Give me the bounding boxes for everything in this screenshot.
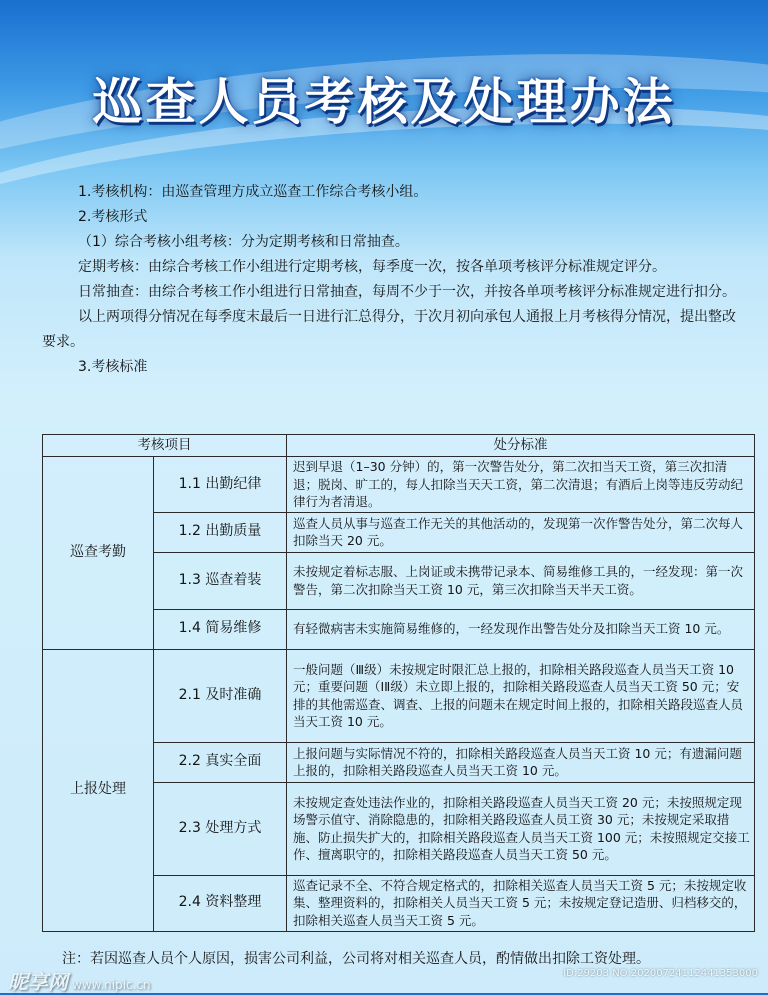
paragraph: （1）综合考核小组考核：分为定期考核和日常抽查。 [78,234,409,250]
item-cell: 1.2 出勤质量 [154,512,287,552]
paragraph: 1.考核机构：由巡查管理方成立巡查工作综合考核小组。 [78,184,428,200]
intro-text [42,180,742,380]
paragraph: 3.考核标准 [78,359,148,375]
header-project: 考核项目 [43,435,287,457]
paragraph: 日常抽查：由综合考核工作小组进行日常抽查，每周不少于一次，并按各单项考核评分标准规定进行扣分。 [78,284,736,300]
paragraph: 2.考核形式 [78,209,148,225]
footnote: 注：若因巡查人员个人原因，损害公司利益，公司将对相关巡查人员，酌情做出扣除工资处理。 [62,951,650,967]
page-title: 巡查人员考核及处理办法 [92,73,676,131]
standard-cell: 未按规定着标志服、上岗证或未携带记录本、简易维修工具的，一经发现：第一次警告，第二次扣除当天工资 10 元，第三次扣除当天半天工资。 [287,552,755,609]
standard-cell: 迟到早退（1–30 分钟）的，第一次警告处分，第二次扣当天工资，第三次扣清退；脱岗、旷工的，每人扣除当天天工资，第二次清退；有酒后上岗等违反劳动纪律行为者清退。 [287,457,755,513]
standard-cell: 未按规定查处违法作业的，扣除相关路段巡查人员当天工资 20 元；未按照规定现场警示值守、消除隐患的，扣除相关路段巡查人员工资 30 元；未按规定采取措施、防止损失扩大的，扣除相关路段巡查人员当天工资 100 元；未按照规定交接工作、擅离职守的，扣除相关路段巡查人员当天工资 50 元。 [287,782,755,875]
watermark-logo [8,966,151,995]
paragraph: 以上两项得分情况在每季度末最后一日进行汇总得分，于次月初向承包人通报上月考核得分情况，提出整改要求。 [42,309,736,350]
table-row [43,457,755,513]
table-row [43,649,755,742]
table-header-row [43,435,755,457]
item-cell: 1.1 出勤纪律 [154,457,287,513]
standard-cell: 巡查记录不全、不符合规定格式的，扣除相关巡查人员当天工资 5 元；未按规定收集、整理资料的，扣除相关人员当天工资 5 元；未按规定登记造册、归档移交的，扣除相关巡查人员当天工资 5 元。 [287,875,755,931]
standard-cell: 上报问题与实际情况不符的，扣除相关路段巡查人员当天工资 10 元；有遗漏问题上报的，扣除相关路段巡查人员当天工资 10 元。 [287,742,755,782]
item-cell: 2.4 资料整理 [154,875,287,931]
item-cell: 2.3 处理方式 [154,782,287,875]
item-cell: 1.4 简易维修 [154,609,287,649]
item-cell: 2.1 及时准确 [154,649,287,742]
standard-cell: 有轻微病害未实施简易维修的，一经发现作出警告处分及扣除当天工资 10 元。 [287,609,755,649]
watermark-id: ID:29203 NO:20200724112441353000 [563,968,758,979]
item-cell: 1.3 巡查着装 [154,552,287,609]
standards-table [42,434,755,932]
category-cell: 上报处理 [43,649,154,931]
standard-cell: 一般问题（Ⅲ级）未按规定时限汇总上报的，扣除相关路段巡查人员当天工资 10 元；重要问题（ⅠⅡ级）未立即上报的，扣除相关路段巡查人员当天工资 50 元；安排的其他需巡查、调查、上报的问题未在规定时间上报的，扣除相关路段巡查人员当天工资 10 元。 [287,649,755,742]
category-cell: 巡查考勤 [43,457,154,650]
paragraph: 定期考核：由综合考核工作小组进行定期考核，每季度一次，按各单项考核评分标准规定评分。 [78,259,666,275]
item-cell: 2.2 真实全面 [154,742,287,782]
standard-cell: 巡查人员从事与巡查工作无关的其他活动的，发现第一次作警告处分，第二次每人扣除当天 20 元。 [287,512,755,552]
watermark-brand: 昵享网 [8,970,68,994]
header-standard: 处分标准 [287,435,755,457]
watermark-url: www.nipic.cn [72,978,151,992]
